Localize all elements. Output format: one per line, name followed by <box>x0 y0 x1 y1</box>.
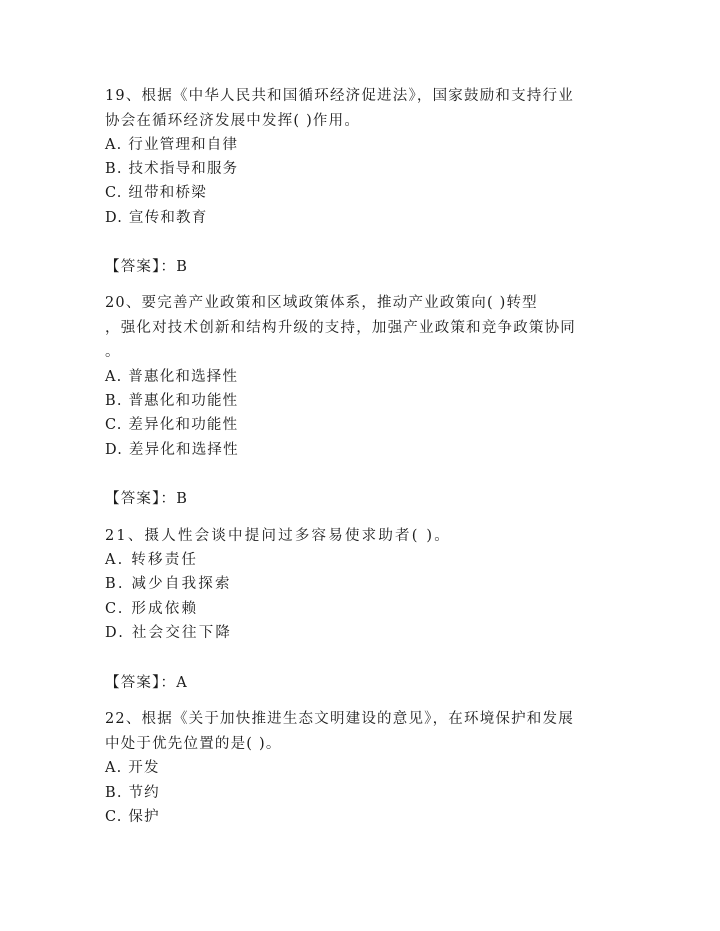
question-22-stem-line-2: 中处于优先位置的是( )。 <box>105 736 282 752</box>
question-21-option-a: A. 转移责任 <box>105 552 199 568</box>
question-19-stem-line-1: 19、根据《中华人民共和国循环经济促进法》，国家鼓励和支持行业 <box>105 88 574 104</box>
question-22-option-b: B. 节约 <box>105 785 160 801</box>
question-19-stem-line-2: 协会在循环经济发展中发挥( )作用。 <box>105 113 361 129</box>
question-20-stem-line-2: ，强化对技术创新和结构升级的支持，加强产业政策和竞争政策协同 <box>105 320 576 336</box>
question-19-option-c: C. 纽带和桥梁 <box>105 185 207 201</box>
question-21-option-b: B. 减少自我探索 <box>105 576 232 592</box>
question-20-option-d: D. 差异化和选择性 <box>105 442 239 458</box>
question-20-stem-line-1: 20、要完善产业政策和区域政策体系，推动产业政策向( )转型 <box>105 295 538 311</box>
question-20-stem-line-3: 。 <box>105 344 121 360</box>
question-20-option-b: B. 普惠化和功能性 <box>105 393 239 409</box>
question-20-answer: 【答案】：B <box>105 491 189 507</box>
question-21-answer: 【答案】：A <box>105 675 188 691</box>
question-19-option-d: D. 宣传和教育 <box>105 210 208 226</box>
question-21-option-d: D. 社会交往下降 <box>105 625 233 641</box>
question-20-option-c: C. 差异化和功能性 <box>105 417 239 433</box>
question-19-option-b: B. 技术指导和服务 <box>105 161 239 177</box>
question-20-option-a: A. 普惠化和选择性 <box>105 369 239 385</box>
question-19-option-a: A. 行业管理和自律 <box>105 137 239 153</box>
question-22-option-a: A. 开发 <box>105 760 160 776</box>
question-21-option-c: C. 形成依赖 <box>105 601 199 617</box>
question-21-stem-line-1: 21、摄人性会谈中提问过多容易使求助者( )。 <box>105 528 451 544</box>
question-22-option-c: C. 保护 <box>105 809 160 825</box>
question-19-answer: 【答案】：B <box>105 259 189 275</box>
question-22-stem-line-1: 22、根据《关于加快推进生态文明建设的意见》，在环境保护和发展 <box>105 711 574 727</box>
